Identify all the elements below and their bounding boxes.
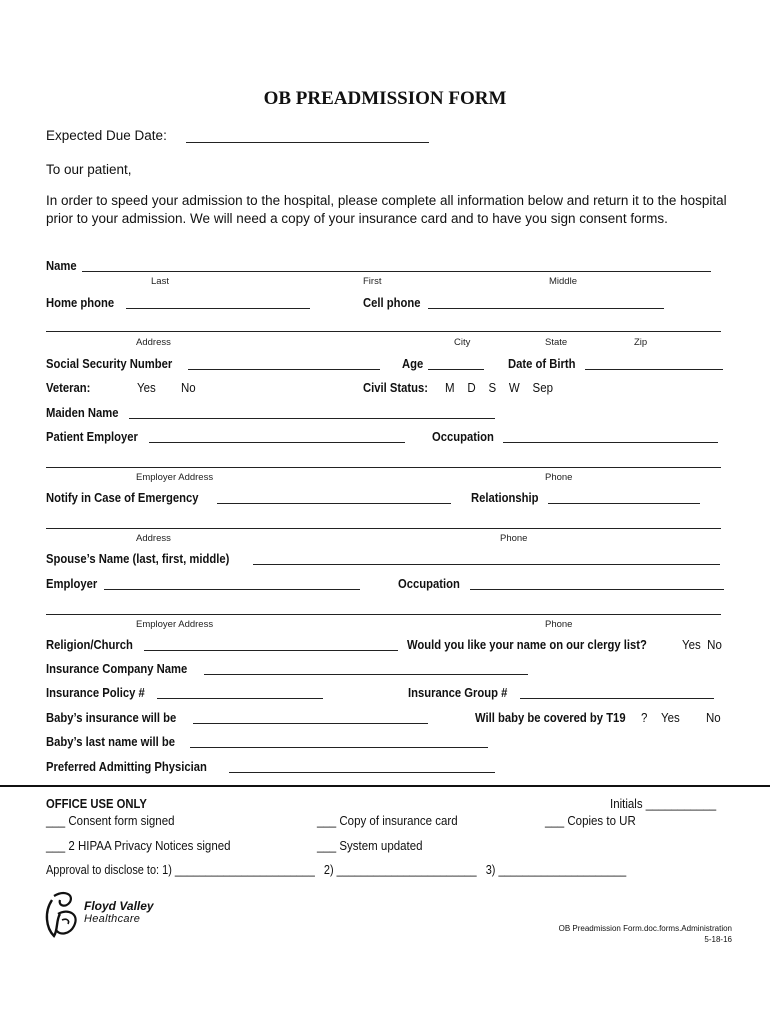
section-divider — [0, 785, 770, 787]
office-system-item[interactable]: ___ System updated — [317, 839, 423, 853]
maiden-name-label: Maiden Name — [46, 406, 119, 420]
address-caption: Address — [136, 337, 171, 348]
logo-name-line2: Healthcare — [84, 913, 141, 925]
civil-status-options[interactable]: M D S W Sep — [445, 381, 553, 395]
cell-phone-field[interactable] — [428, 308, 664, 309]
home-phone-label: Home phone — [46, 296, 115, 310]
insurance-policy-field[interactable] — [157, 698, 323, 699]
emergency-label: Notify in Case of Emergency — [46, 491, 199, 505]
baby-t19-qmark: ? — [641, 711, 648, 725]
veteran-label: Veteran: — [46, 381, 91, 395]
clergy-options[interactable]: Yes No — [682, 638, 722, 652]
emergency-address-field[interactable] — [46, 528, 721, 529]
zip-caption: Zip — [634, 337, 648, 348]
insurance-policy-label: Insurance Policy # — [46, 686, 145, 700]
spouse-employer-phone-caption: Phone — [545, 619, 573, 630]
name-last-caption: Last — [151, 276, 169, 287]
emergency-address-caption: Address — [136, 533, 171, 544]
ssn-label: Social Security Number — [46, 357, 173, 371]
address-field[interactable] — [46, 331, 721, 332]
baby-t19-yes-option[interactable]: Yes — [661, 711, 680, 725]
spouse-occupation-field[interactable] — [470, 589, 724, 590]
office-approval-line[interactable]: Approval to disclose to: 1) _______________________ 2) _______________________ 3) _____________________ — [46, 863, 627, 877]
relationship-field[interactable] — [548, 503, 700, 504]
employer-address-caption: Employer Address — [136, 472, 214, 483]
physician-field[interactable] — [229, 772, 495, 773]
baby-insurance-label: Baby’s insurance will be — [46, 711, 177, 725]
baby-insurance-field[interactable] — [193, 723, 428, 724]
footer-date: 5-18-16 — [704, 935, 732, 944]
insurance-group-field[interactable] — [520, 698, 714, 699]
employer-field[interactable] — [104, 589, 360, 590]
office-initials[interactable]: Initials ___________ — [610, 797, 717, 811]
name-field[interactable] — [82, 271, 711, 272]
due-date-field[interactable] — [186, 142, 429, 143]
home-phone-field[interactable] — [126, 308, 310, 309]
baby-t19-no-option[interactable]: No — [706, 711, 721, 725]
physician-label: Preferred Admitting Physician — [46, 760, 207, 774]
relationship-label: Relationship — [471, 491, 539, 505]
spouse-employer-address-field[interactable] — [46, 614, 721, 615]
greeting: To our patient, — [46, 162, 132, 177]
patient-employer-field[interactable] — [149, 442, 405, 443]
civil-status-label: Civil Status: — [363, 381, 429, 395]
employer-phone-caption: Phone — [545, 472, 573, 483]
name-first-caption: First — [363, 276, 382, 287]
footer-doc-name: OB Preadmission Form.doc.forms.Administration — [558, 924, 732, 933]
spouse-name-field[interactable] — [253, 564, 720, 565]
age-field[interactable] — [428, 369, 484, 370]
baby-last-name-label: Baby’s last name will be — [46, 735, 176, 749]
name-label: Name — [46, 259, 77, 273]
spouse-employer-address-caption: Employer Address — [136, 619, 214, 630]
due-date-label: Expected Due Date: — [46, 128, 167, 143]
emergency-phone-caption: Phone — [500, 533, 528, 544]
insurance-group-label: Insurance Group # — [408, 686, 508, 700]
baby-last-name-field[interactable] — [190, 747, 488, 748]
veteran-no-option[interactable]: No — [181, 381, 196, 395]
intro-paragraph: In order to speed your admission to the hospital, please complete all information below and return it to the hospital prior to your admission. We will need a copy of your insurance card and to have you sign consent forms. — [46, 193, 727, 226]
insurance-company-field[interactable] — [204, 674, 528, 675]
religion-field[interactable] — [144, 650, 398, 651]
clergy-question: Would you like your name on our clergy list? — [407, 638, 647, 652]
religion-label: Religion/Church — [46, 638, 133, 652]
city-caption: City — [454, 337, 471, 348]
state-caption: State — [545, 337, 568, 348]
spouse-occupation-label: Occupation — [398, 577, 460, 591]
office-use-heading: OFFICE USE ONLY — [46, 797, 147, 811]
dob-label: Date of Birth — [508, 357, 576, 371]
ssn-field[interactable] — [188, 369, 380, 370]
name-middle-caption: Middle — [549, 276, 577, 287]
dob-field[interactable] — [585, 369, 723, 370]
logo-name-line1: Floyd Valley — [84, 899, 154, 913]
page-title: OB PREADMISSION FORM — [263, 88, 507, 109]
age-label: Age — [402, 357, 424, 371]
baby-t19-question: Will baby be covered by T19 — [475, 711, 626, 725]
office-copy-card-item[interactable]: ___ Copy of insurance card — [317, 814, 458, 828]
office-copies-ur-item[interactable]: ___ Copies to UR — [545, 814, 636, 828]
maiden-name-field[interactable] — [129, 418, 495, 419]
office-consent-item[interactable]: ___ Consent form signed — [46, 814, 175, 828]
occupation-label: Occupation — [432, 430, 494, 444]
employer-label: Employer — [46, 577, 98, 591]
occupation-field[interactable] — [503, 442, 718, 443]
veteran-yes-option[interactable]: Yes — [137, 381, 156, 395]
patient-employer-label: Patient Employer — [46, 430, 138, 444]
employer-address-field[interactable] — [46, 467, 721, 468]
emergency-field[interactable] — [217, 503, 451, 504]
floyd-valley-logo-icon — [44, 890, 84, 940]
office-hipaa-item[interactable]: ___ 2 HIPAA Privacy Notices signed — [46, 839, 231, 853]
spouse-name-label: Spouse’s Name (last, first, middle) — [46, 552, 230, 566]
cell-phone-label: Cell phone — [363, 296, 421, 310]
insurance-company-label: Insurance Company Name — [46, 662, 188, 676]
